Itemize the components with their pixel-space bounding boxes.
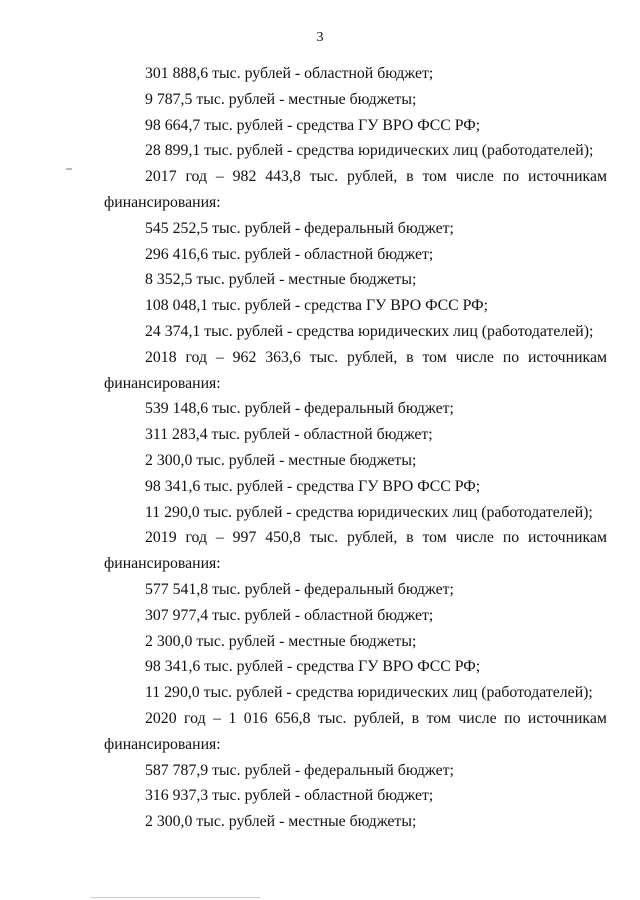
year-total-word: 2017 — [145, 168, 177, 186]
year-total-word: 2020 — [145, 709, 177, 727]
funding-item-line: 311 283,4 тыс. рублей - областной бюджет; — [145, 426, 433, 444]
year-total-word: источникам — [527, 709, 607, 727]
funding-item-line: 98 341,6 тыс. рублей - средства ГУ ВРО ФСС РФ; — [145, 477, 481, 495]
year-total-word: в — [406, 348, 414, 366]
funding-item-line: 545 252,5 тыс. рублей - федеральный бюджет; — [145, 219, 454, 237]
year-total-word: 656,8 — [274, 709, 311, 727]
year-total-word: числе — [458, 709, 497, 727]
year-total-word: – — [215, 348, 224, 366]
year-total-line — [104, 525, 607, 551]
year-total-word: 982 — [232, 168, 257, 186]
year-total-word: – — [213, 709, 221, 727]
continuation-line: финансирования: — [104, 193, 221, 211]
year-total-line — [104, 345, 607, 371]
year-total-word: тыс. — [309, 529, 339, 547]
funding-item-line: 296 416,6 тыс. рублей - областной бюджет; — [145, 245, 434, 263]
year-total-word: в — [411, 709, 420, 727]
year-total-word: по — [502, 348, 520, 366]
funding-item-line: 98 664,7 тыс. рублей - средства ГУ ВРО ФСС РФ; — [145, 116, 481, 134]
funding-item-line: 2 300,0 тыс. рублей - местные бюджеты; — [145, 451, 417, 469]
year-total-word: по — [502, 168, 520, 186]
bottom-rule — [90, 897, 260, 898]
funding-item-line: 108 048,1 тыс. рублей - средства ГУ ВРО ФСС РФ; — [145, 297, 488, 315]
year-total-line — [104, 706, 607, 732]
funding-item-line: 587 787,9 тыс. рублей - федеральный бюджет; — [145, 761, 454, 779]
year-total-word: рублей, — [346, 348, 398, 366]
year-total-word: по — [504, 709, 521, 727]
continuation-line: финансирования: — [104, 374, 221, 392]
funding-item-line: 301 888,6 тыс. рублей - областной бюджет; — [145, 65, 434, 82]
year-total-word: год — [185, 529, 208, 547]
year-total-word: том — [422, 529, 447, 547]
year-total-word: в — [406, 168, 414, 186]
page-number: 3 — [316, 30, 324, 45]
year-total-word: тыс. — [317, 709, 347, 727]
year-total-word: том — [422, 168, 447, 186]
year-total-word: в — [406, 529, 414, 547]
year-total-word: 2018 — [145, 348, 177, 366]
funding-item-line: 98 341,6 тыс. рублей - средства ГУ ВРО ФСС РФ; — [145, 658, 481, 676]
funding-item-line: 2 300,0 тыс. рублей - местные бюджеты; — [145, 813, 417, 831]
year-total-word: тыс. — [309, 168, 339, 186]
year-total-word: том — [426, 709, 451, 727]
year-total-word: числе — [455, 168, 494, 186]
funding-item-line: 9 787,5 тыс. рублей - местные бюджеты; — [145, 90, 417, 108]
funding-item-line: 11 290,0 тыс. рублей - средства юридических лиц (работодателей); — [145, 503, 593, 521]
continuation-line: финансирования: — [104, 735, 221, 753]
continuation-line: финансирования: — [104, 555, 221, 573]
year-total-word: источникам — [528, 529, 607, 547]
document-body — [104, 61, 607, 835]
funding-item-line: 2 300,0 тыс. рублей - местные бюджеты; — [145, 632, 417, 650]
year-total-word: 997 — [232, 529, 257, 547]
year-total-word: 363,6 — [265, 348, 301, 366]
funding-item-line: 307 977,4 тыс. рублей - областной бюджет; — [145, 606, 434, 624]
year-total-word: числе — [455, 348, 494, 366]
year-total-word: источникам — [528, 168, 607, 186]
year-total-word: том — [422, 348, 447, 366]
year-total-word: 443,8 — [265, 168, 301, 186]
year-total-word: рублей, — [346, 529, 398, 547]
year-total-word: по — [502, 529, 520, 547]
year-total-word: 450,8 — [265, 529, 301, 547]
funding-item-line: 577 541,8 тыс. рублей - федеральный бюджет; — [145, 580, 454, 598]
year-total-word: год — [185, 168, 208, 186]
funding-item-line: 11 290,0 тыс. рублей - средства юридических лиц (работодателей); — [145, 684, 593, 702]
funding-item-line: 539 148,6 тыс. рублей - федеральный бюджет; — [145, 400, 454, 418]
margin-mark — [66, 168, 72, 170]
funding-item-line: 28 899,1 тыс. рублей - средства юридических лиц (работодателей); — [145, 142, 594, 160]
year-total-word: 016 — [243, 709, 268, 727]
year-total-word: год — [185, 348, 208, 366]
year-total-word: источникам — [528, 348, 607, 366]
year-total-word: рублей, — [353, 709, 405, 727]
year-total-word: 962 — [232, 348, 257, 366]
year-total-word: рублей, — [346, 168, 398, 186]
year-total-word: – — [215, 529, 224, 547]
year-total-word: 2019 — [145, 529, 177, 547]
year-total-line — [104, 164, 607, 190]
funding-item-line: 8 352,5 тыс. рублей - местные бюджеты; — [145, 271, 417, 289]
funding-item-line: 316 937,3 тыс. рублей - областной бюджет; — [145, 787, 434, 805]
year-total-word: 1 — [228, 709, 237, 727]
year-total-word: тыс. — [309, 348, 339, 366]
year-total-word: год — [184, 709, 206, 727]
year-total-word: – — [215, 168, 224, 186]
funding-item-line: 24 374,1 тыс. рублей - средства юридических лиц (работодателей); — [145, 322, 594, 340]
year-total-word: числе — [455, 529, 494, 547]
